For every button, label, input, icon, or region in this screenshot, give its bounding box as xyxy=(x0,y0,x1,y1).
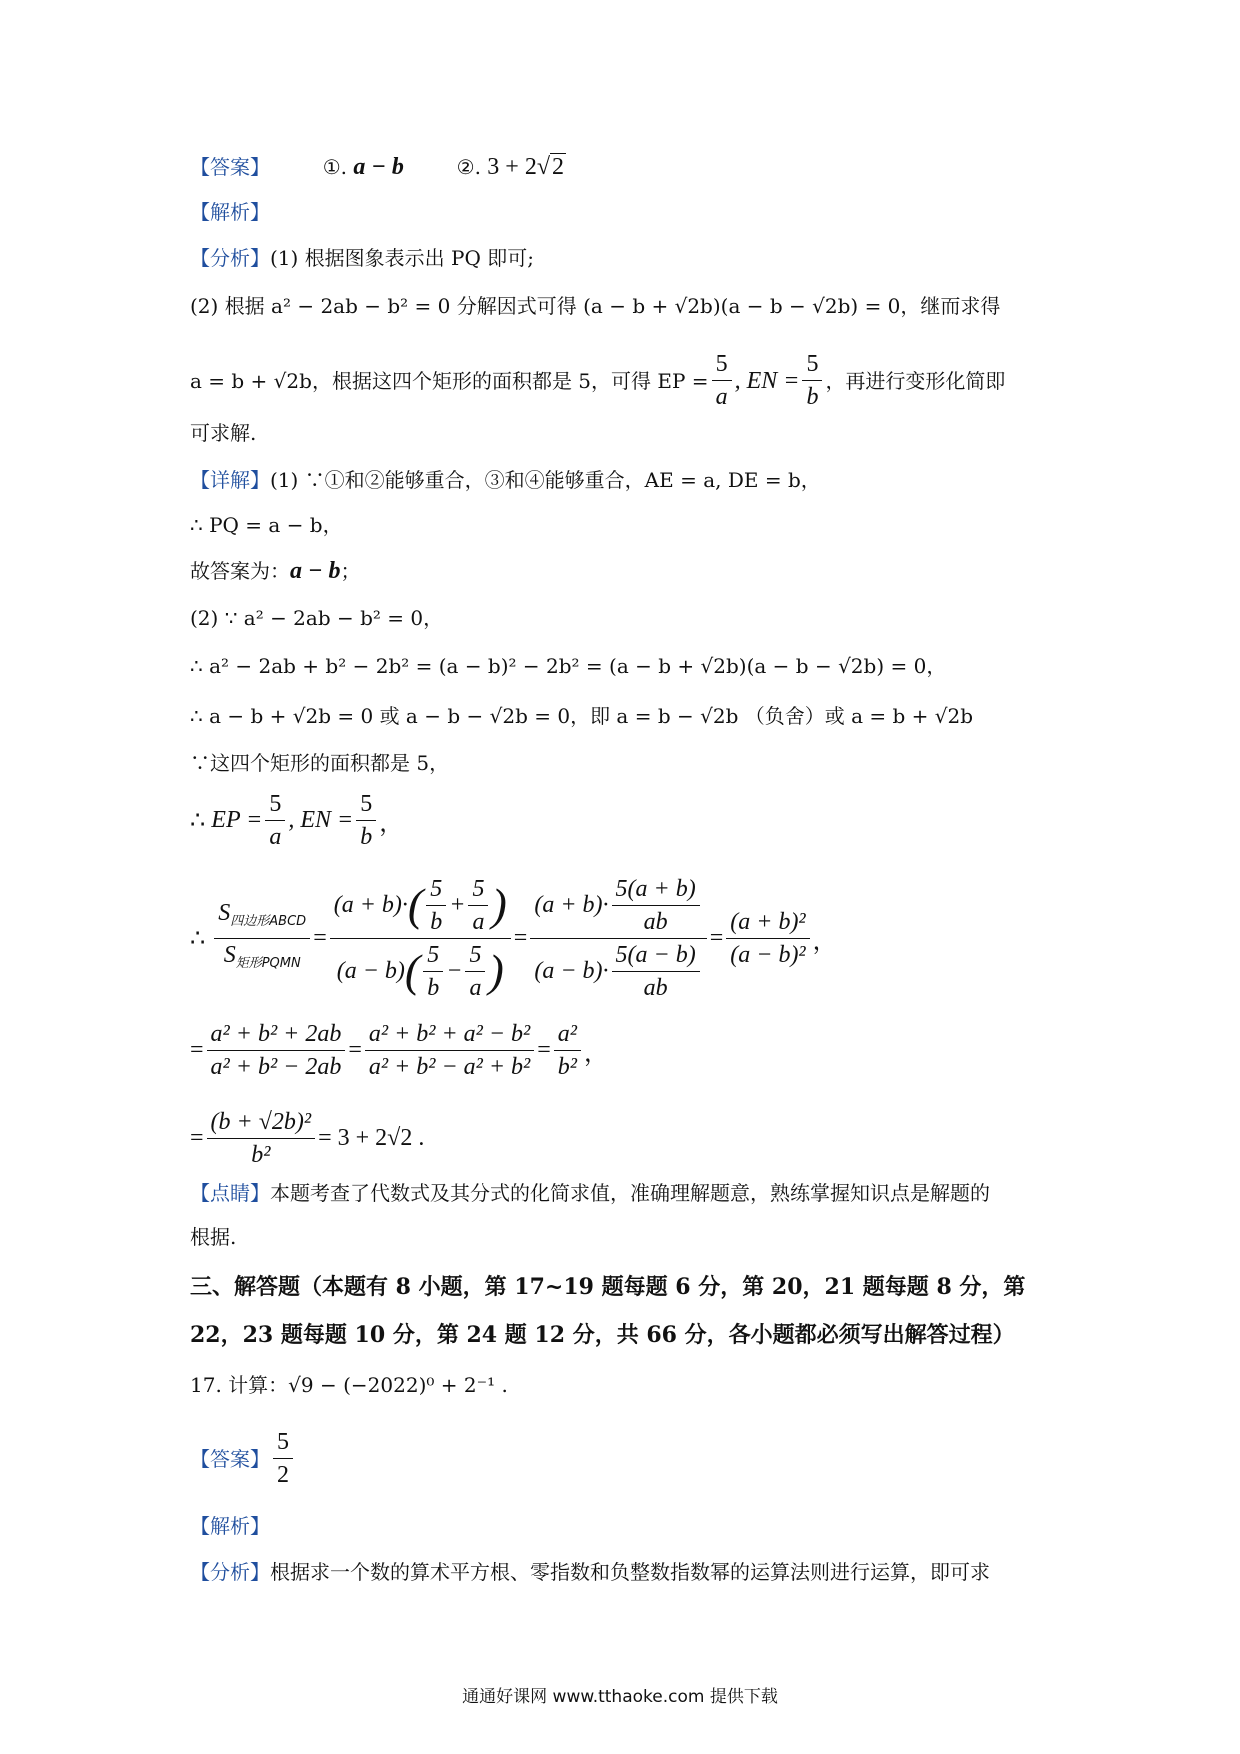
detail-line-2 xyxy=(190,510,343,540)
answer-tag: 【答案】 xyxy=(190,155,270,179)
q17-question-text: 17. 计算：√9 − (−2022)⁰ + 2⁻¹ . xyxy=(190,1373,508,1397)
ratio-step-3: $\frac{\text{(a + b)²}}{\text{(a − b)²}}$ xyxy=(726,908,809,969)
q17-answer-tag: 【答案】 xyxy=(190,1446,270,1471)
comment-tag: 【点睛】 xyxy=(190,1181,270,1205)
simplify-step-1: $\frac{\text{a² + b² + 2ab}}{\text{a² + b² − 2ab}}$ xyxy=(207,1020,346,1081)
fenxi-text-3a: a = b + √2b，根据这四个矩形的面积都是 5，可得 EP = xyxy=(190,368,709,393)
fraction-5-over-b: $\frac{5}{b}$ xyxy=(802,350,822,411)
q16-answer-line xyxy=(190,152,566,182)
analysis-line xyxy=(190,197,270,227)
result-line: = $\frac{\text{(b + √2b)²}}{\text{b²}}$ = 3 + 2√2 . xyxy=(190,1109,425,1168)
q17-fenxi-tag: 【分析】 xyxy=(190,1560,270,1584)
fraction-5-over-a: $\frac{5}{a}$ xyxy=(712,350,732,411)
fenxi-line-3 xyxy=(190,350,1005,411)
answer-1: a − b xyxy=(353,154,404,180)
ratio-step-1: (a + b)· ( $\frac{5}{b}$ + $\frac{5}{a}$ ) (a − b) ( $\frac{5}{b}$ − $\frac{5}{a}$ ) xyxy=(330,875,511,1002)
q17-analysis-line xyxy=(190,1511,270,1541)
detail-line-6 xyxy=(190,701,973,731)
detail-line-3: 故答案为：a − b； xyxy=(190,558,361,584)
detail-text-5: ∴ a² − 2ab + b² − 2b² = (a − b)² − 2b² = (a − b + √2b)(a − b − √2b) = 0， xyxy=(190,654,947,678)
ep-en-line: ∴ EP = $\frac{5}{a}$ , EN = $\frac{5}{b}$ ， xyxy=(190,791,404,850)
section-heading-2: 22，23 题每题 10 分，第 24 题 12 分，共 66 分，各小题都必须写出解答过程） xyxy=(190,1322,1015,1348)
section-heading-1: 三、解答题（本题有 8 小题，第 17~19 题每题 6 分，第 20，21 题每题 8 分，第 xyxy=(190,1274,1026,1300)
ep-fraction: $\frac{5}{a}$ xyxy=(265,790,285,851)
analysis-tag: 【解析】 xyxy=(190,200,270,224)
detail-text-6: ∴ a − b + √2b = 0 或 a − b − √2b = 0，即 a = b − √2b （负舍）或 a = b + √2b xyxy=(190,704,974,728)
q17-fenxi-line xyxy=(190,1557,990,1587)
detail-line-7 xyxy=(190,748,449,778)
fenxi-text-3b: ，再进行变形化简即 xyxy=(825,368,1006,393)
q17-answer-line xyxy=(190,1428,296,1489)
q17-answer-fraction: $\frac{5}{2}$ xyxy=(273,1428,293,1489)
detail-line-4 xyxy=(190,603,443,633)
fenxi-line-4 xyxy=(190,418,256,448)
fenxi-tag: 【分析】 xyxy=(190,246,270,270)
result-fraction: $\frac{\text{(b + √2b)²}}{\text{b²}}$ xyxy=(207,1108,316,1169)
detail-text-7: ∵这四个矩形的面积都是 5， xyxy=(190,751,450,775)
answer-marker-2: ②. xyxy=(456,155,481,179)
detail-text-3-pre: 故答案为： xyxy=(190,559,290,583)
detail-text-2: ∴ PQ = a − b， xyxy=(190,513,343,537)
detail-text-4: (2) ∵ a² − 2ab − b² = 0， xyxy=(190,606,444,630)
detail-text-3-answer: a − b xyxy=(290,558,341,584)
fenxi-text-4: 可求解. xyxy=(190,421,257,445)
ratio-line: ∴ $\frac{S_{四边形ABCD}}{S_{矩形PQMN}}$ = (a + b)· ( $\frac{5}{b}$ + $\frac{5}{a}$ ) (a − b) ( $\frac{5}{b}$ − $\frac{5}{a}$ ) = (a + b)· $\frac{5(a + b)}{ab}$ (a − b)· $\frac{5(a - b)}{ab}$ = $\frac{\text{(a + b)²}}{\text{(a − b)²}}$ ， xyxy=(190,875,837,1001)
comment-line-2 xyxy=(190,1222,236,1252)
answer-2: 3 + 2√2 xyxy=(487,154,565,180)
ep-label: EP = xyxy=(211,807,263,833)
simplify-step-2: $\frac{\text{a² + b² + a² − b²}}{\text{a² + b² − a² + b²}}$ xyxy=(365,1020,534,1081)
fenxi-line-2 xyxy=(190,291,1000,321)
page-footer: 通通好课网 www.tthaoke.com 提供下载 xyxy=(462,1687,778,1707)
comment-text-1: 本题考查了代数式及其分式的化简求值，准确理解题意，熟练掌握知识点是解题的 xyxy=(270,1181,990,1205)
detail-line-1 xyxy=(190,465,821,495)
detail-text-1: (1) ∵①和②能够重合，③和④能够重合，AE = a, DE = b， xyxy=(270,468,821,492)
detail-line-5 xyxy=(190,651,946,681)
answer-marker-1: ①. xyxy=(322,155,348,179)
en-fraction: $\frac{5}{b}$ xyxy=(356,790,376,851)
simplify-step-3: $\frac{\text{a²}}{\text{b²}}$ xyxy=(554,1020,581,1081)
comment-text-2: 根据. xyxy=(190,1225,237,1249)
en-label-2: , EN = xyxy=(288,807,354,833)
fenxi-line-1 xyxy=(190,243,534,273)
area-ratio: $\frac{S_{四边形ABCD}}{S_{矩形PQMN}}$ xyxy=(214,899,310,978)
q17-fenxi-text: 根据求一个数的算术平方根、零指数和负整数指数幂的运算法则进行运算，即可求 xyxy=(270,1560,990,1584)
result-value: = 3 + 2√2 . xyxy=(318,1125,425,1151)
fenxi-text-1: (1) 根据图象表示出 PQ 即可; xyxy=(270,246,534,270)
comment-line-1 xyxy=(190,1178,990,1208)
en-label: , EN = xyxy=(734,367,800,394)
detail-tag: 【详解】 xyxy=(190,468,270,492)
fenxi-text-2: (2) 根据 a² − 2ab − b² = 0 分解因式可得 (a − b + √2b)(a − b − √2b) = 0，继而求得 xyxy=(190,294,1001,318)
ratio-step-2: (a + b)· $\frac{5(a + b)}{ab}$ (a − b)· $\frac{5(a - b)}{ab}$ xyxy=(530,875,706,1002)
simplify-line: = $\frac{\text{a² + b² + 2ab}}{\text{a² + b² − 2ab}}$ = $\frac{\text{a² + b² + a² − b²}}{\text{a² + b² − a² + b²}}$ = $\frac{\text{a²}}{\text{b²}}$ ， xyxy=(190,1021,608,1080)
q17-analysis-tag: 【解析】 xyxy=(190,1514,270,1538)
q17-question xyxy=(190,1370,508,1400)
